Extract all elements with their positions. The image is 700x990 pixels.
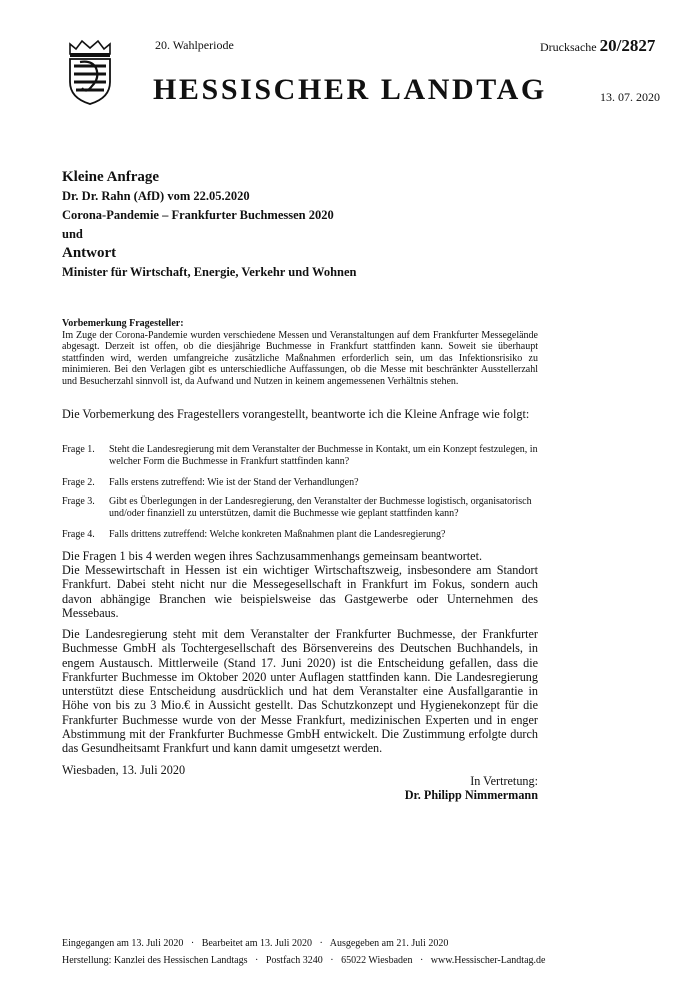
intro-text: Die Vorbemerkung des Fragestellers vorangestellt, beantworte ich die Kleine Anfrage wie folgt: [62, 407, 530, 421]
answer-paragraph-2: Die Landesregierung steht mit dem Veranstalter der Frankfurter Buchmesse, der Frankfurter Buchmesse GmbH als Tochtergesellschaft des Börsenvereins des Deutschen Buchhandels, in engem Austausch. Mittlerweile (Stand 17. Juni 2020) ist die Entscheidung gefallen, dass die Frankfurter Buchmesse im Oktober 2020 unter Auflagen stattfinden kann. Die Landesregierung unterstützt diese Entscheidung ausdrücklich und hat dem Veranstalter eine Ausfallgarantie in Höhe von bis zu 3 Mio.€ in Aussicht gestellt. Das Schutzkonzept und Hygienekonzept für die Frankfurter Buchmesse wurde von der Messe Frankfurt, medizinischen Experten und in enger Abstimmung mit der Frankfurter Buchmesse GmbH entwickelt. Die Zustimmung erfolgte durch das Gesundheitsamt Frankfurt und kann damit umgesetzt werden. [62, 627, 538, 756]
drucksache-number: 20/2827 [599, 36, 656, 55]
drucksache-label: Drucksache [540, 40, 597, 54]
heading-topic: Corona-Pandemie – Frankfurter Buchmessen 2020 [62, 208, 334, 222]
question-2 [62, 477, 538, 489]
signature-place-date: Wiesbaden, 13. Juli 2020 [62, 763, 186, 777]
footer-dates: Eingegangen am 13. Juli 2020 · Bearbeitet am 13. Juli 2020 · Ausgegeben am 21. Juli 2020 [62, 938, 449, 949]
preamble [62, 318, 538, 388]
signature-name: Dr. Philipp Nimmermann [404, 788, 538, 802]
answer-paragraph-1: Die Messewirtschaft in Hessen ist ein wichtiger Wirtschaftszweig, insbesondere am Standort Frankfurt. Dabei steht nicht nur die Messegesellschaft in Frankfurt im Fokus, sondern auch davon abhängige Branchen wie beispielsweise das Gastgewerbe oder Unternehmen des Messebaus. [62, 563, 538, 620]
heading-ministry: Minister für Wirtschaft, Energie, Verkehr und Wohnen [62, 265, 357, 279]
wahlperiode: 20. Wahlperiode [155, 38, 234, 52]
question-text: Falls erstens zutreffend: Wie ist der Stand der Verhandlungen? [109, 477, 359, 488]
question-label: Frage 1. [62, 444, 95, 455]
heading-answer: Antwort [62, 245, 117, 261]
heading-kind: Kleine Anfrage [62, 169, 160, 185]
signature-role: In Vertretung: [470, 774, 538, 788]
question-text: Falls drittens zutreffend: Welche konkreten Maßnahmen plant die Landesregierung? [109, 529, 446, 540]
drucksache [540, 36, 655, 56]
question-1 [62, 444, 538, 467]
preamble-heading: Vorbemerkung Fragesteller: [62, 318, 184, 329]
question-text: Gibt es Überlegungen in der Landesregierung, den Veranstalter der Buchmesse logistisch, organisatorisch und/oder finanziell zu unterstützen, damit die Buchmesse wie geplant stattfinden kann? [109, 496, 532, 519]
heading-und: und [62, 227, 83, 241]
question-label: Frage 3. [62, 496, 95, 507]
document-title: HESSISCHER LANDTAG [153, 73, 547, 106]
footer-imprint: Herstellung: Kanzlei des Hessischen Landtags · Postfach 3240 · 65022 Wiesbaden · www.Hessischer-Landtag.de [62, 955, 546, 966]
coat-of-arms-logo [62, 38, 118, 106]
document-date: 13. 07. 2020 [600, 90, 660, 104]
preamble-text: Im Zuge der Corona-Pandemie wurden verschiedene Messen und Veranstaltungen auf dem Frankfurter Messegelände abgesagt. Derzeit ist offen, ob die diesjährige Buchmesse in Frankfurt stattfinden kann. Soweit sie überhaupt stattfinden wird, werden umfangreiche zusätzliche Maßnahmen erforderlich sein, um das Infektionsrisiko zu minimieren. Bei den Verlagen gibt es unterschiedliche Auffassungen, ob die Messe mit beschränkter Ausstellerzahl und Besucherzahl sinnvoll ist, da Aufwand und Nutzen in keinem angemessenen Verhältnis stehen. [62, 329, 538, 387]
heading-author: Dr. Dr. Rahn (AfD) vom 22.05.2020 [62, 189, 250, 203]
question-label: Frage 2. [62, 477, 95, 488]
question-4 [62, 529, 538, 541]
question-label: Frage 4. [62, 529, 95, 540]
question-text: Steht die Landesregierung mit dem Veranstalter der Buchmesse in Kontakt, um ein Konzept festzulegen, in welcher Form die Buchmesse in Frankfurt stattfinden kann? [109, 444, 538, 467]
question-3 [62, 496, 538, 519]
answer-lead: Die Fragen 1 bis 4 werden wegen ihres Sachzusammenhangs gemeinsam beantwortet. [62, 549, 483, 563]
heading-block [62, 168, 542, 282]
